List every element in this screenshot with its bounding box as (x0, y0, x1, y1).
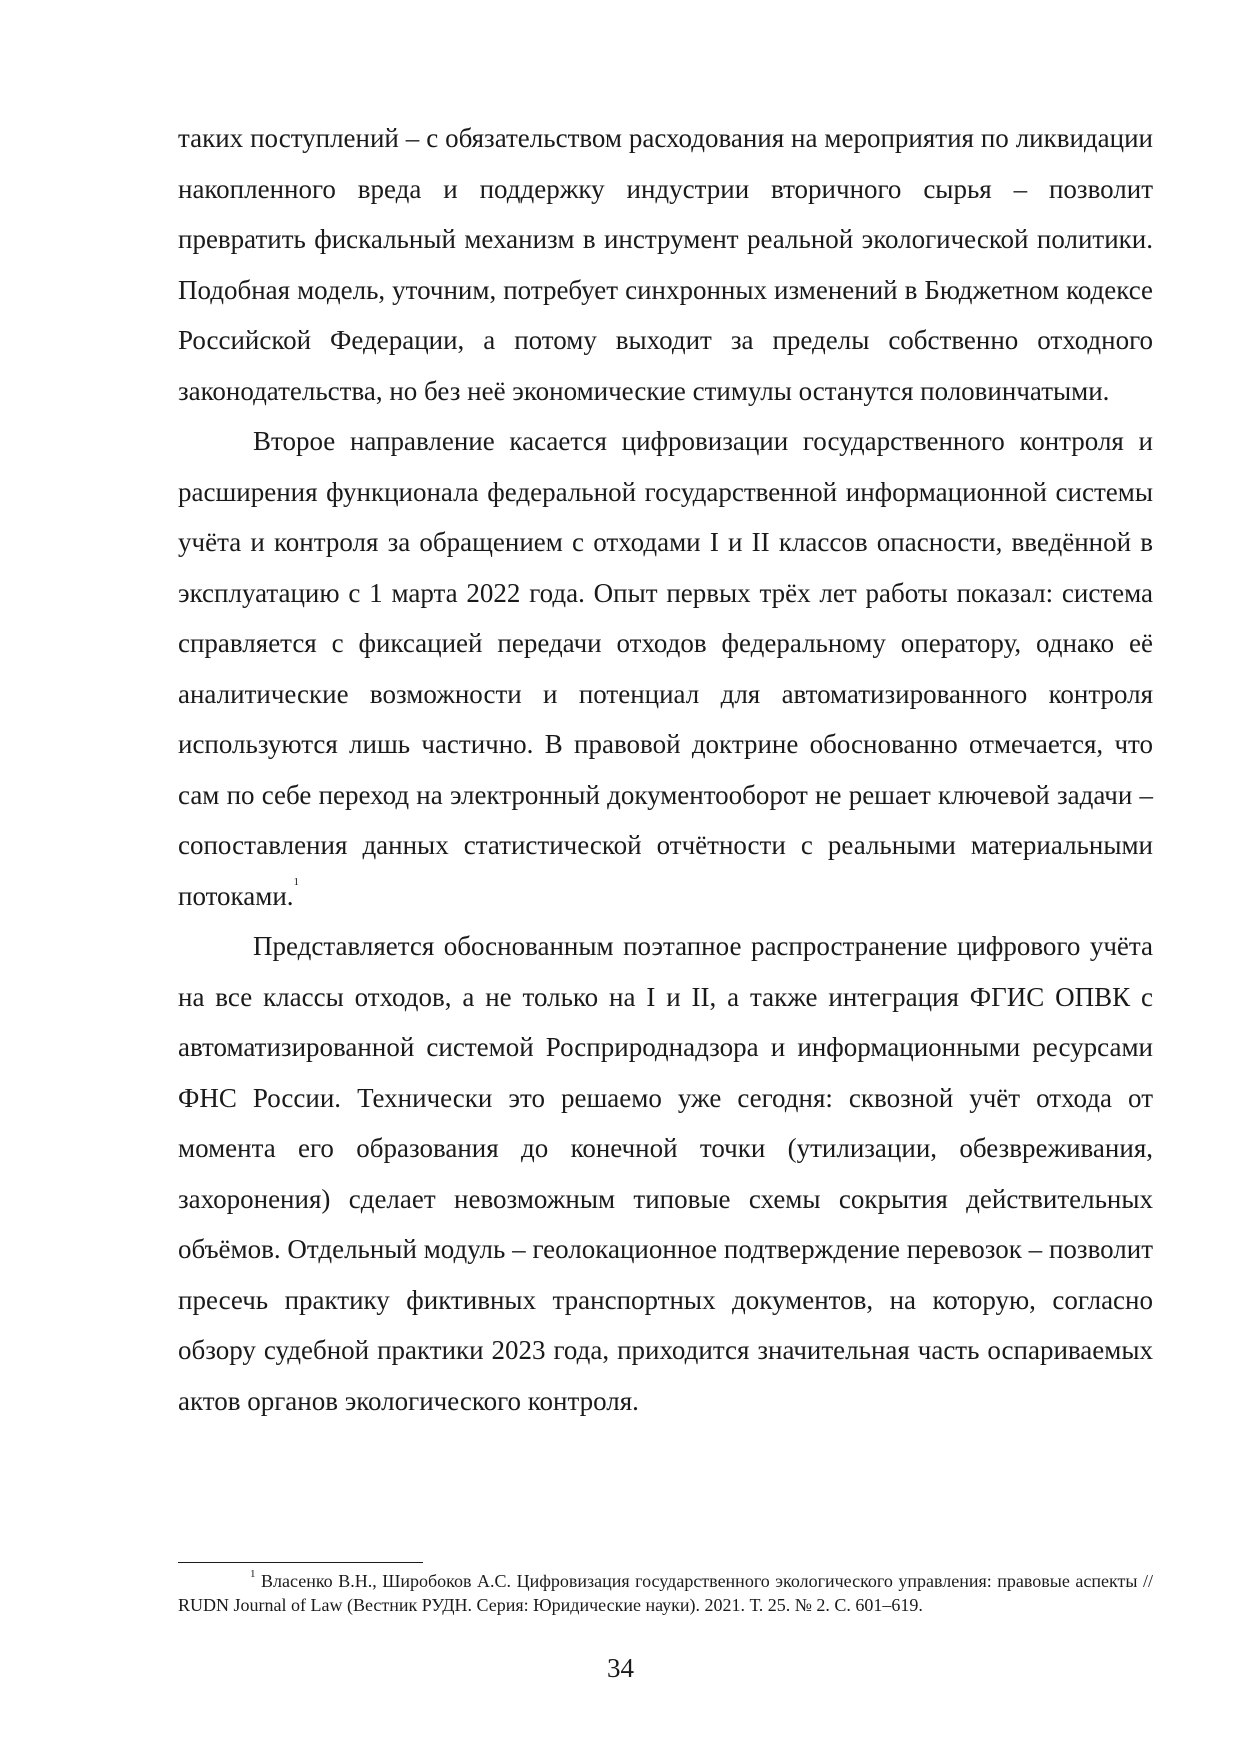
footnote-reference[interactable]: 1 (293, 875, 300, 888)
paragraph-2-text: Второе направление касается цифровизации государственного контроля и расширения функционала федеральной государственной информационной системы учёта и контроля за обращением с отходами I и II классов опасности, введённой в эксплуатацию с 1 марта 2022 года. Опыт первых трёх лет работы показал: система справляется с фиксацией передачи отходов федеральному оператору, однако её аналитические возможности и потенциал для автоматизированного контроля используются лишь частично. В правовой доктрине обоснованно отмечается, что сам по себе переход на электронный документооборот не решает ключевой задачи – сопоставления данных статистической отчётности с реальными материальными потоками. (178, 426, 1153, 911)
paragraph-2 (178, 416, 1153, 921)
paragraph-1-text: таких поступлений – с обязательством расходования на мероприятия по ликвидации накопленного вреда и поддержку индустрии вторичного сырья – позволит превратить фискальный механизм в инструмент реальной экологической политики. Подобная модель, уточним, потребует синхронных изменений в Бюджетном кодексе Российской Федерации, а потому выходит за пределы собственно отходного законодательства, но без неё экономические стимулы останутся половинчатыми. (178, 123, 1153, 406)
body-text (178, 113, 1153, 1426)
footnote-number: 1 (250, 1568, 256, 1580)
paragraph-1 (178, 113, 1153, 416)
paragraph-3-text: Представляется обоснованным поэтапное распространение цифрового учёта на все классы отходов, а не только на I и II, а также интеграция ФГИС ОПВК с автоматизированной системой Росприроднадзора и информационными ресурсами ФНС России. Технически это решаемо уже сегодня: сквозной учёт отхода от момента его образования до конечной точки (утилизации, обезвреживания, захоронения) сделает невозможным типовые схемы сокрытия действительных объёмов. Отдельный модуль – геолокационное подтверждение перевозок – позволит пресечь практику фиктивных транспортных документов, на которую, согласно обзору судебной практики 2023 года, приходится значительная часть оспариваемых актов органов экологического контроля. (178, 931, 1153, 1416)
footnote-separator (178, 1562, 423, 1563)
page-number: 34 (607, 1653, 634, 1683)
footnote (178, 1570, 1153, 1617)
footnote-text: Власенко В.Н., Широбоков А.С. Цифровизация государственного экологического управления: правовые аспекты // RUDN Journal of Law (Вестник РУДН. Серия: Юридические науки). 2021. Т. 25. № 2. С. 601–619. (178, 1571, 1154, 1615)
paragraph-3 (178, 921, 1153, 1426)
